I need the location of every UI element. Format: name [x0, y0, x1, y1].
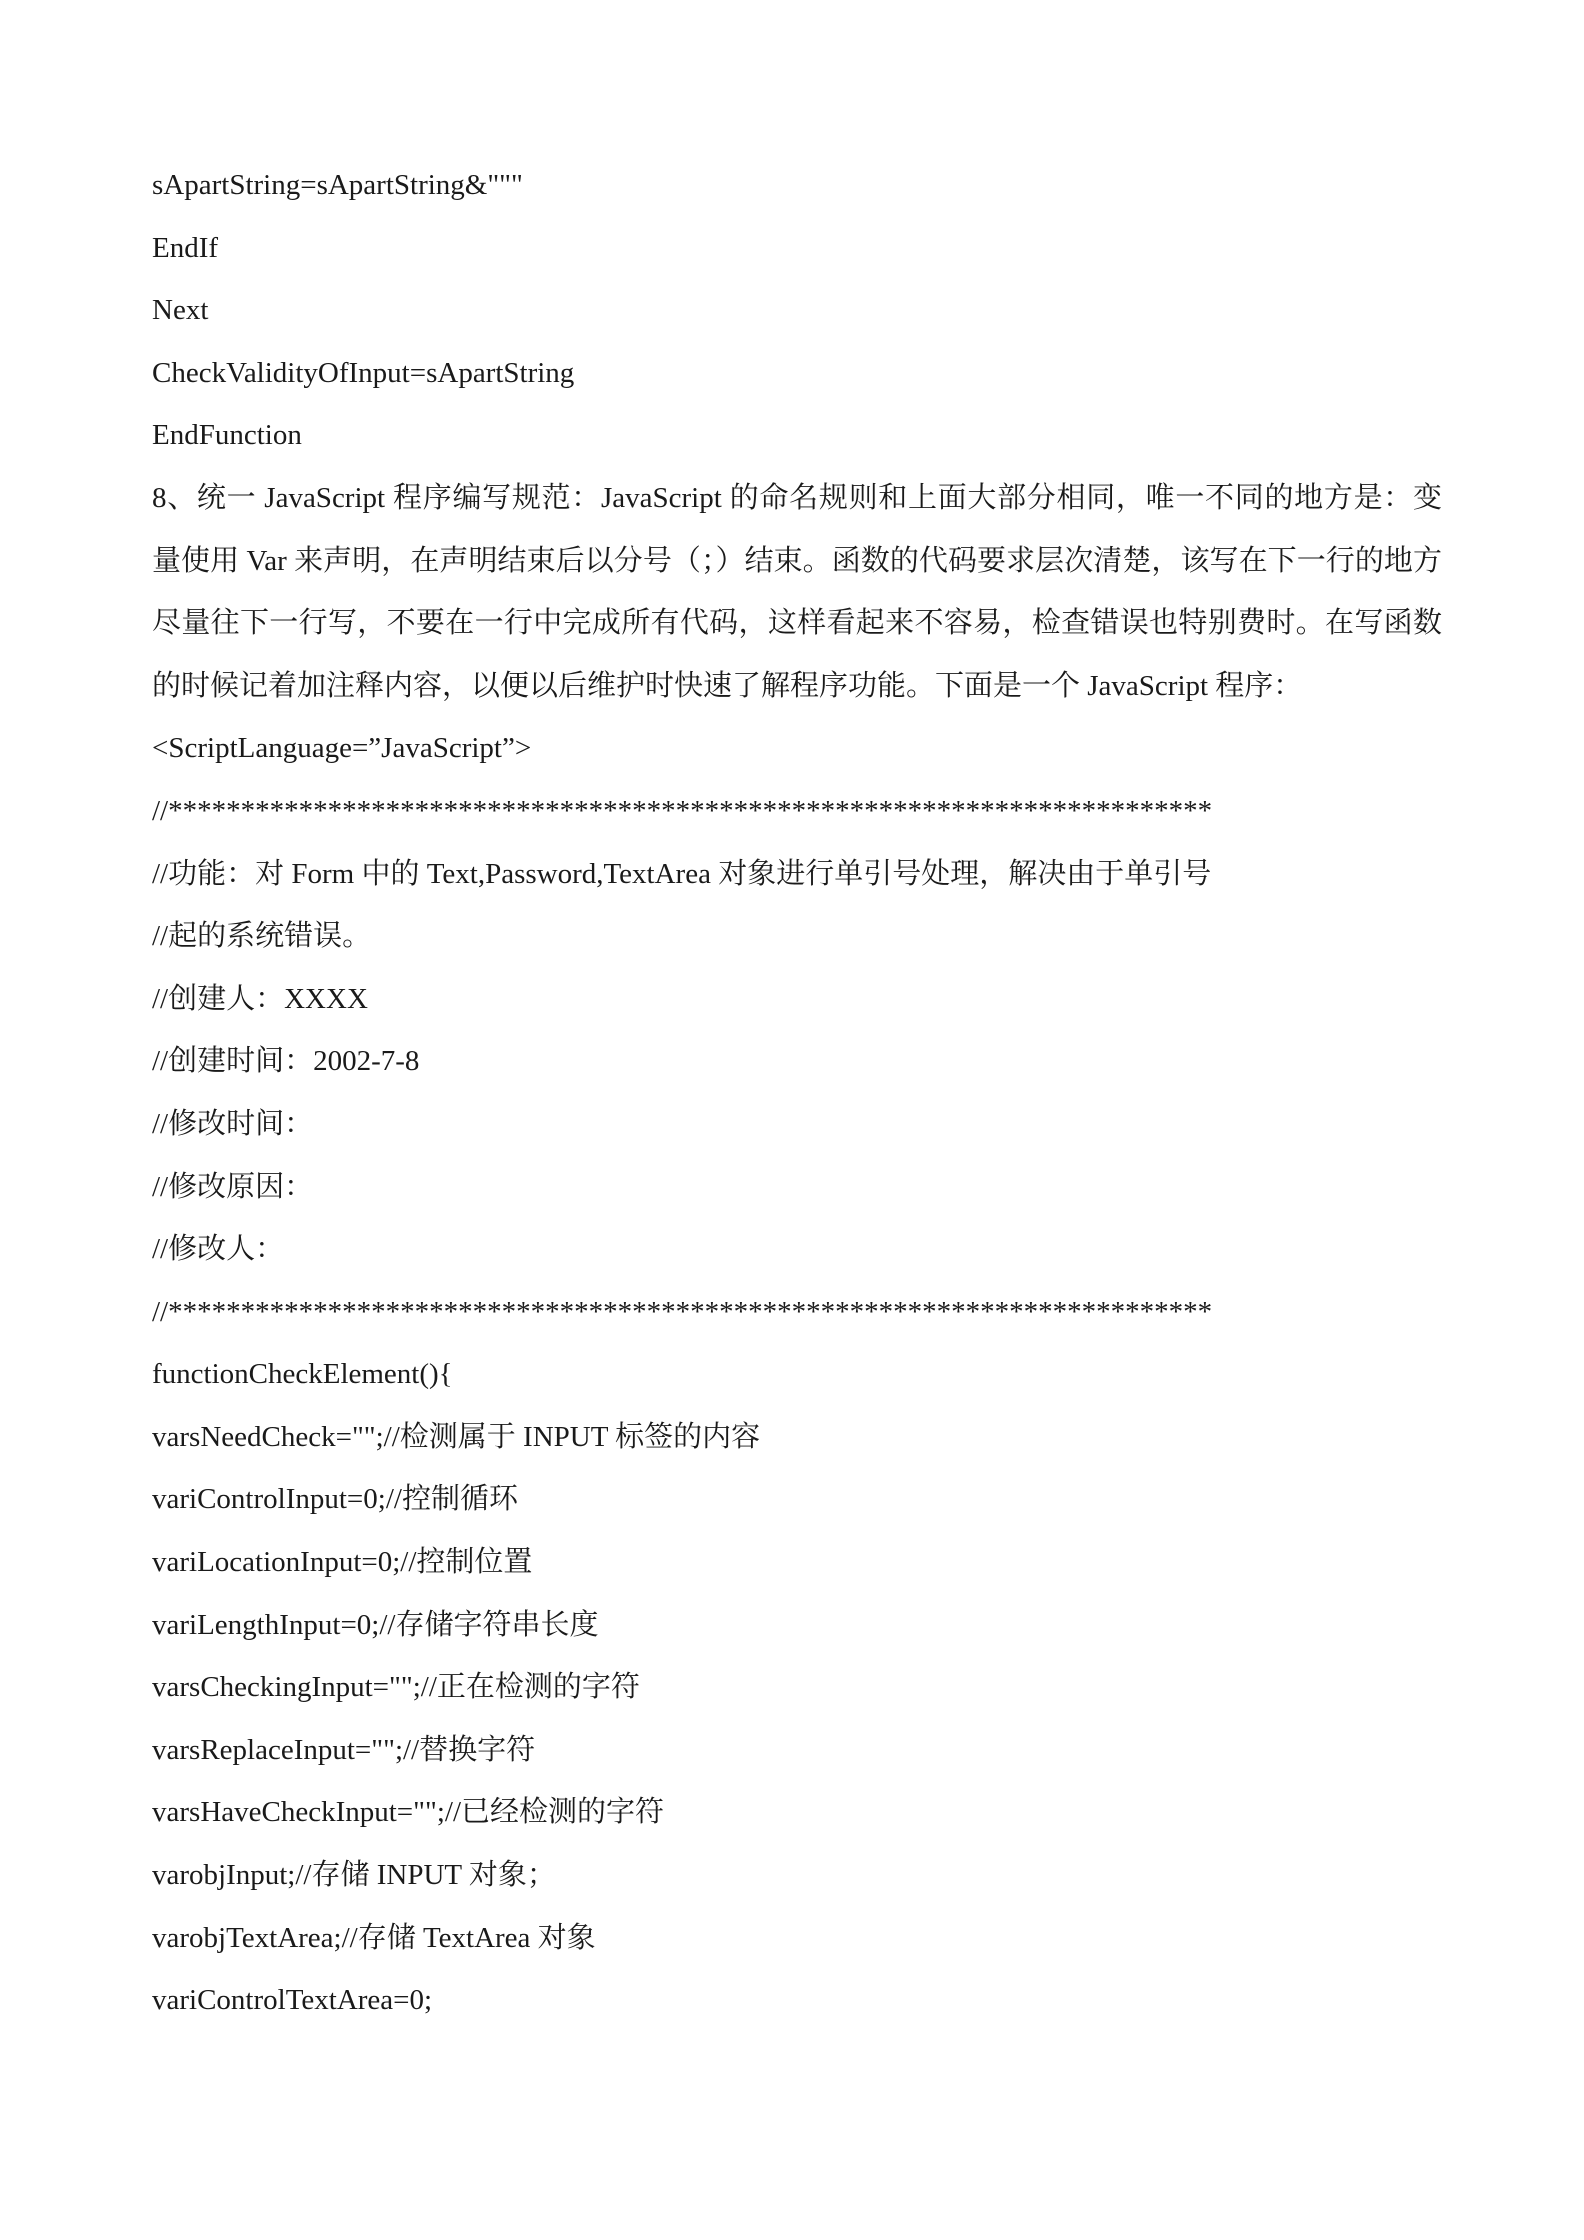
code-line: EndFunction	[152, 419, 302, 452]
comment-line: //修改人：	[152, 1233, 285, 1266]
code-line: <ScriptLanguage=”JavaScript”>	[152, 732, 532, 765]
code-line: sApartString=sApartString&"""	[152, 169, 523, 201]
comment-line: //创建人：XXXX	[152, 982, 368, 1015]
comment-line: //创建时间：2002-7-8	[152, 1045, 420, 1078]
code-line: variControlTextArea=0;	[152, 1984, 433, 2017]
code-line: Next	[152, 294, 209, 327]
comment-line: //起的系统错误。	[152, 920, 372, 953]
code-line: functionCheckElement(){	[152, 1358, 453, 1391]
code-line: variControlInput=0;//控制循环	[152, 1483, 518, 1516]
section-paragraph: 8、统一 JavaScript 程序编写规范：JavaScript 的命名规则和上面大部分相同，唯一不同的地方是：变量使用 Var 来声明，在声明结束后以分号（；）结束。函数的代码要求层次清楚，该写在下一行的地方尽量往下一行写，不要在一行中完成所有代码，这样看起来不容易，检查错误也特别费时。在写函数的时候记着加注释内容，以便以后维护时快速了解程序功能。下面是一个 JavaScript 程序：	[152, 481, 1442, 702]
comment-line: //功能：对 Form 中的 Text,Password,TextArea 对象进行单引号处理，解决由于单引号	[152, 857, 1212, 890]
code-line: varobjTextArea;//存储 TextArea 对象	[152, 1921, 596, 1954]
code-line: varobjInput;//存储 INPUT 对象；	[152, 1859, 556, 1892]
comment-line: //修改原因：	[152, 1170, 314, 1203]
code-line: varsReplaceInput="";//替换字符	[152, 1733, 536, 1766]
code-line: varsCheckingInput="";//正在检测的字符	[152, 1671, 640, 1704]
code-line: variLocationInput=0;//控制位置	[152, 1546, 533, 1579]
code-line: EndIf	[152, 231, 219, 264]
code-line: CheckValidityOfInput=sApartString	[152, 356, 575, 389]
code-line: variLengthInput=0;//存储字符串长度	[152, 1608, 599, 1641]
comment-divider: //************************************************************************	[152, 1295, 1213, 1328]
code-line: varsNeedCheck="";//检测属于 INPUT 标签的内容	[152, 1420, 761, 1453]
comment-line: //修改时间：	[152, 1107, 314, 1140]
code-line: varsHaveCheckInput="";//已经检测的字符	[152, 1796, 665, 1829]
comment-divider: //************************************************************************	[152, 794, 1213, 827]
document-body	[152, 154, 1442, 2032]
